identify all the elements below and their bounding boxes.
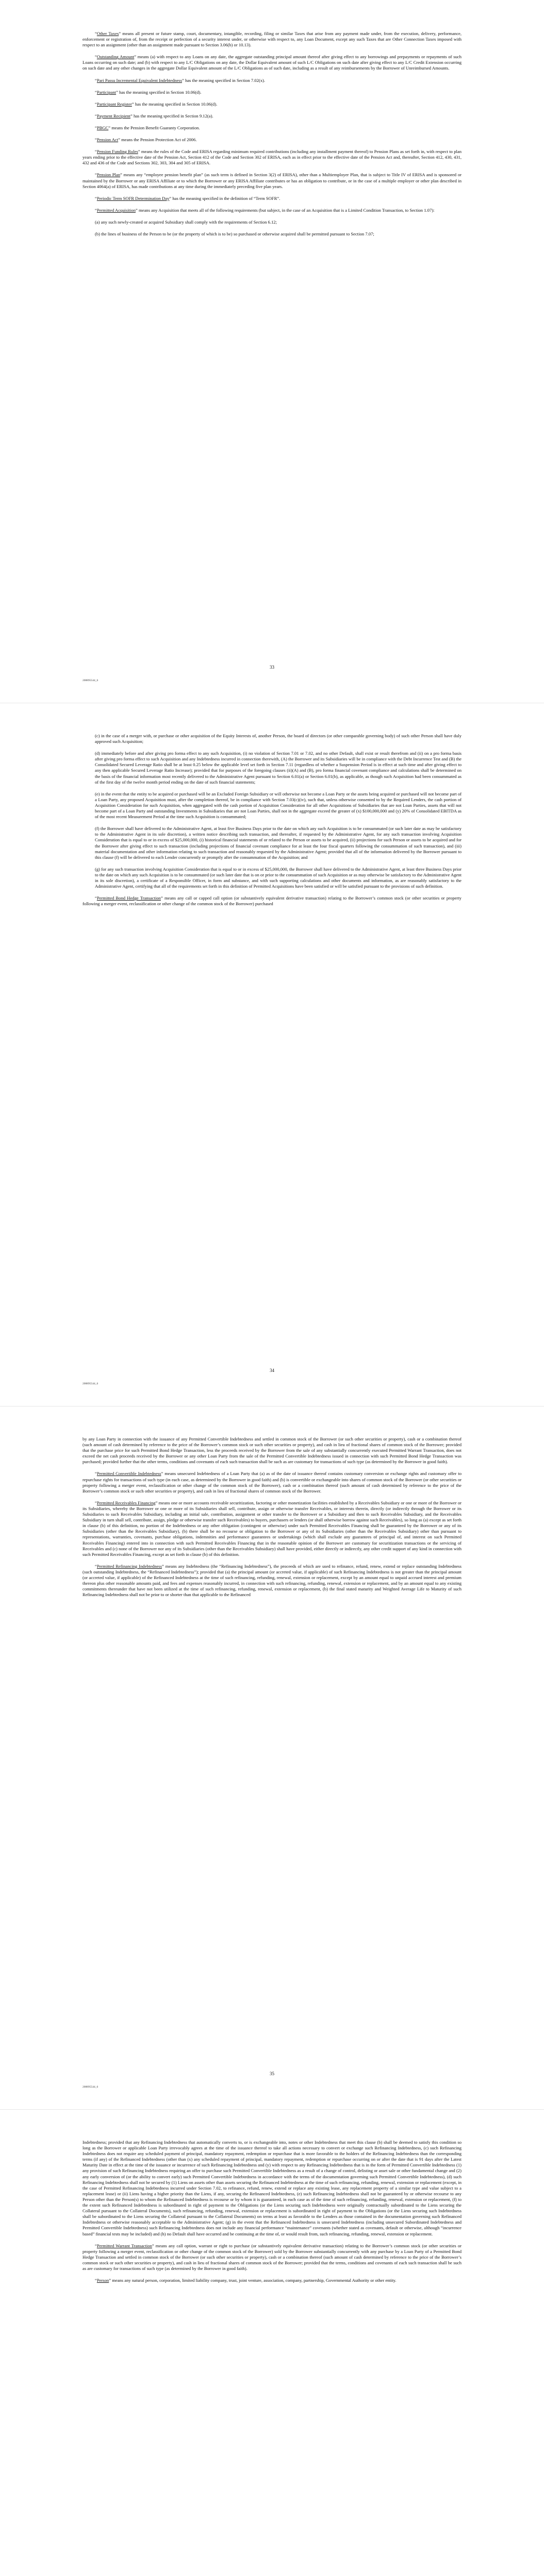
definition-paragraph: “Outstanding Amount” means (a) with respect to any Loans on any date, the aggregate outstanding principal amount thereof after giving effect to any borrowings and prepayments or repayments of such Loans occurring on such date; and (b) with respect to any L/C Obligations on any date, the Dollar Equivalent amount of such L/C Obligations on such date after giving effect to any L/C Credit Extension occurring on such date and any other changes in the aggregate Dollar Equivalent amount of the L/C Obligations as of such date, including as a result of any reimbursements by the Borrower of Unreimbursed Amounts. (83, 54, 462, 71)
paragraph-text: ” has the meaning specified in Section 7.02(x). (182, 77, 266, 83)
definition-clause (83, 219, 461, 225)
definition-paragraph: “Pension Plan” means any “employee pension benefit plan” (as such term is defined in Section 3(2) of ERISA), other than a Multiemployer Plan, that is subject to Title IV of ERISA and is sponsored or maintained by the Borrower or any ERISA Affiliate or to which the Borrower or any ERISA Affiliate contributes or has an obligation to contribute, or in the case of a multiple employer or other plan described in Section 4064(a) of ERISA, has made contributions at any time during the immediately preceding five plan years. (83, 172, 461, 189)
document-page (0, 2110, 544, 2576)
paragraph-text: ” means any natural person, corporation, limited liability company, trust, joint venture, association, company, partnership, Governmental Authority or other entity. (109, 2278, 397, 2283)
definition-paragraph: “Permitted Convertible Indebtedness” means unsecured Indebtedness of a Loan Party that (a) as of the date of issuance thereof contains customary conversion or exchange rights and customary offer to repurchase rights for transactions of such type (in each case, as determined by the Borrower in good faith) and (b) is convertible or exchangeable into shares of common stock of the Borrower (or other securities or property following a merger event, reclassification or other change of the common stock of the Borrower), cash or a combination thereof (such amount of cash determined by reference to the price of the Borrower’s common stock or such other securities or property), and cash in lieu of fractional shares of common stock of the Borrower. (83, 1471, 461, 1494)
defined-term: Permitted Warrant Transaction (96, 2243, 152, 2248)
document-page (0, 0, 544, 703)
paragraph-text: ” means (a) with respect to any Loans on any date, the aggregate outstanding principal amount thereof after giving effect to any borrowings and prepayments or repayments of such Loans occurring on such date; and (b) with respect to any L/C Obligations on any date, the Dollar Equivalent amount of such L/C Obligations on such date after giving effect to any L/C Credit Extension occurring on such date and any other changes in the aggregate Dollar Equivalent amount of the L/C Obligations as of such date, including as a result of any reimbursements by the Borrower of Unreimbursed Amounts. (83, 54, 462, 71)
paragraph-text: (d) immediately before and after giving pro forma effect to any such Acquisition, (i) no violation of Section 7.01 or 7.02, and no other Default, shall exist or result therefrom and (ii) on a pro forma basis after giving pro forma effect to such Acquisition and any Indebtedness incurred in connection therewith, (A) the Borrower and its Subsidiaries will be in compliance with the Debt Incurrence Test and (B) the Consolidated Secured Leverage Ratio shall be at least 0.25 below the applicable level set forth in Section 7.11 (regardless of whether a Suspension Period is in effect at such time and after giving effect to any then applicable Secured Leverage Ratio Increase); provided that for purposes of the foregoing clauses (ii)(A) and (B), pro forma financial covenant compliance and calculations shall be determined on the basis of the financial information most recently delivered to the Administrative Agent pursuant to Section 6.01(a) or Section 6.01(b), as applicable, as though such Acquisition had been consummated as of the first day of the twelve month period ending on the date of such financial statements; (95, 751, 461, 785)
document-page (0, 1406, 544, 2110)
page-number: 33 (270, 665, 274, 670)
document-id: 208895544_6 (83, 1382, 98, 1385)
paragraph-text: Indebtedness; provided that any Refinancing Indebtedness that automatically converts to, or is exchangeable into, notes or other Indebtedness that meet this clause (b) shall be deemed to satisfy this condition so long as the Borrower or applicable Loan Party irrevocably agrees at the time of the issuance thereof to take all actions necessary to convert or exchange such Refinancing Indebtedness, (c) such Refinancing Indebtedness does not require any scheduled payment of principal, mandatory repayment, redemption or repurchase that is more favorable to the holders of the Refinancing Indebtedness than the corresponding terms (if any) of the Refinanced Indebtedness (other than (x) any scheduled repayment of principal, mandatory repayment, redemption or repurchase occurring on or after the date that is 91 days after the Latest Maturity Date in effect at the time of the issuance or incurrence of such Refinancing Indebtedness and (y) with respect to any Refinancing Indebtedness that is in the form of Permitted Convertible Indebtedness (1) any provision of such Refinancing Indebtedness requiring an offer to purchase such Permitted Convertible Indebtedness as a result of a change of control, delisting or asset sale or other fundamental change and (2) any early conversion of (or the ability to convert early) such Permitted Convertible Indebtedness in accordance with the terms of the documentation governing such Permitted Convertible Indebtedness), (d) such Refinancing Indebtedness shall not be secured by (1) Liens on assets other than assets securing the Refinanced Indebtedness at the time of such refinancing, refunding, renewal, extension or replacement (except, in the case of Permitted Refinancing Indebtedness incurred under Section 7.02, to refinance, refund, renew, extend or replace any existing lease, any replacement property of a similar type and value subject to a replacement lease) or (ii) Liens having a higher priority than the Liens, if any, securing the Refinanced Indebtedness, (e) such Refinancing Indebtedness shall not be guaranteed by or otherwise recourse to any Person other than the Person(s) to whom the Refinanced Indebtedness is recourse or by whom it is guaranteed, in each case as of the time of such refinancing, refunding, renewal, extension or replacement, (f) to the extent such Refinanced Indebtedness is subordinated in right of payment to the Obligations (or the Liens securing such Indebtedness were originally contractually subordinated to the Liens securing the Collateral pursuant to the Collateral Documents), such refinancing, refunding, renewal, extension or replacement is subordinated in right of payment to the Obligations (or the Liens securing such Indebtedness shall be subordinated to the Liens securing the Collateral pursuant to the Collateral Documents) on terms at least as favorable to the Lenders as those contained in the documentation governing such Refinanced Indebtedness or otherwise reasonably acceptable to the Administrative Agent; (g) in the event that the Refinanced Indebtedness is unsecured Indebtedness (including unsecured Subordinated Indebtedness and Permitted Convertible Indebtedness) such Refinancing Indebtedness does not include any financial performance “maintenance” covenants (whether stated as covenants, default or otherwise, although “incurrence based” financial tests may be included) and (h) no Default shall have occurred and be continuing at the time of, or would result from, such refinancing, refunding, renewal, extension or replacement. (83, 2140, 461, 2236)
definition-clause (83, 791, 461, 820)
definition-paragraph: “Payment Recipient” has the meaning specified in Section 9.12(a). (95, 113, 213, 118)
definition-paragraph: “Permitted Receivables Financing” means one or more accounts receivable securitization, factoring or other monetization facilities established by a Receivables Subsidiary or one or more of the Borrower or its Subsidiaries, whereby the Borrower or one or more of its Subsidiaries shall sell, contribute, assign or otherwise transfer Receivables, or interests therein, directly (or indirectly through the Borrower or its Subsidiaries to such Receivables Subsidiary, including an initial sale, contribution, assignment or other transfer to the Borrower or a Subsidiary and then to such Receivables Subsidiary, and the Receivables Subsidiary in turn shall sell, contribute, assign, pledge or otherwise transfer such Receivables) to buyers, purchasers or lenders (or shall otherwise borrow against such Receivables), so long as (a) except as set forth in clause (b) of this definition, no portion of the Indebtedness or any other obligation (contingent or otherwise) under such Permitted Receivables Financing shall be guaranteed by the Borrower or any of its Subsidiaries (other than the Receivables Subsidiary), (b) there shall be no recourse or obligation to the Borrower or any of its Subsidiaries (other than the Receivables Subsidiary) other than pursuant to representations, warranties, covenants, purchase obligations, indemnities and performance guarantees or undertakings (which shall exclude any guarantees of principal of, and interest on such Permitted Receivables Financing) entered into in connection with such Permitted Receivables Financing that in the reasonable opinion of the Borrower are customary for securitization transactions or the servicing of Receivables and (c) none of the Borrower nor any of its Subsidiaries (other than the Receivables Subsidiary) shall have provided, either directly or indirectly, any other credit support of any kind in connection with such Permitted Receivables Financing, except as set forth in clause (b) of this definition. (83, 1500, 461, 1557)
definition-clause (83, 751, 461, 785)
defined-term: Participant (96, 89, 117, 95)
definition-paragraph: “Pension Act” means the Pension Protection Act of 2006. (95, 137, 197, 143)
defined-term: Person (96, 2278, 109, 2283)
document-id: 208895544_6 (83, 2086, 98, 2089)
paragraph-text: (a) any such newly-created or acquired Subsidiary shall comply with the requirements of Section 6.12; (95, 219, 277, 225)
paragraph-text: ” means all present or future stamp, court, documentary, intangible, recording, filing or similar Taxes that arise from any payment made under, from the execution, delivery, performance, enforcement or registration of, from the receipt or perfection of a security interest under, or otherwise with respect to, any Loan Document, except any such Taxes that are Other Connection Taxes imposed with respect to an assignment (other than an assignment made pursuant to Section 3.06(b) or 10.13). (83, 31, 462, 48)
defined-term: Outstanding Amount (96, 54, 135, 60)
paragraph-text: (e) in the event that the entity to be acquired or purchased will be an Excluded Foreign Subsidiary or will otherwise not become a Loan Party or the assets being acquired or purchased will not become part of a Loan Party, any proposed Acquisition must, after the completion thereof, be in compliance with Section 7.03(c)(iv), such that, unless otherwise consented to by the Required Lenders, the cash portion of Acquisition Consideration for such Acquisition, when aggregated with the cash portion of Acquisition Consideration for all other Acquisitions of Subsidiaries that are not Loan Parties, assets that will not become part of a Loan Party and outstanding Investments in Subsidiaries that are not Loan Parties, shall not in the aggregate exceed the greater of (x) $100,000,000 and (y) 20% of Consolidated EBITDA as of the most recent Measurement Period at the time such Acquisition is consummated; (95, 791, 461, 820)
paragraph-text: (f) the Borrower shall have delivered to the Administrative Agent, at least five Business Days prior to the date on which any such Acquisition is to be consummated (or such later date as may be satisfactory to the Administrative Agent in its sole discretion), a written notice describing such transaction, and thereafter, if requested by the Administrative Agent, for any such transaction involving Acquisition Consideration that is equal to or in excess of $25,000,000, (i) historical financial statements of or related to the Person or assets to be acquired, (ii) projections for such Person or assets to be acquired and for the Borrower after giving effect to such transaction (including projections of financial covenant compliance for at least the four fiscal quarters following the consummation of such transaction), and (iii) material documentation and other information relating to such transaction and reasonably requested by the Administrative Agent; provided that all of the information delivered by the Borrower pursuant to this clause (f) will be delivered to each Lender concurrently or promptly after the consummation of the Acquisition; and (95, 826, 461, 860)
defined-term: Permitted Acquisition (96, 207, 136, 213)
definition-clause (83, 733, 461, 744)
paragraph-text: ” means any Acquisition that meets all of the following requirements (but subject, in the case of an Acquisition that is a Limited Condition Transaction, to Section 1.07): (136, 207, 435, 213)
defined-term: Pari Passu Incremental Equivalent Indebtedness (96, 77, 182, 83)
definition-paragraph: “Permitted Acquisition” means any Acquisition that meets all of the following requirements (but subject, in the case of an Acquisition that is a Limited Condition Transaction, to Section 1.07): (95, 207, 435, 213)
paragraph-text: ” means one or more accounts receivable securitization, factoring or other monetization facilities established by a Receivables Subsidiary or one or more of the Borrower or its Subsidiaries, whereby the Borrower or one or more of its Subsidiaries shall sell, contribute, assign or otherwise transfer Receivables, or interests therein, directly (or indirectly through the Borrower or its Subsidiaries to such Receivables Subsidiary, including an initial sale, contribution, assignment or other transfer to the Borrower or a Subsidiary and then to such Receivables Subsidiary, and the Receivables Subsidiary in turn shall sell, contribute, assign, pledge or otherwise transfer such Receivables) to buyers, purchasers or lenders (or shall otherwise borrow against such Receivables), so long as (a) except as set forth in clause (b) of this definition, no portion of the Indebtedness or any other obligation (contingent or otherwise) under such Permitted Receivables Financing shall be guaranteed by the Borrower or any of its Subsidiaries (other than the Receivables Subsidiary), (b) there shall be no recourse or obligation to the Borrower or any of its Subsidiaries (other than the Receivables Subsidiary) other than pursuant to representations, warranties, covenants, purchase obligations, indemnities and performance guarantees or undertakings (which shall exclude any guarantees of principal of, and interest on such Permitted Receivables Financing) entered into in connection with such Permitted Receivables Financing that in the reasonable opinion of the Borrower are customary for securitization transactions or the servicing of Receivables and (c) none of the Borrower nor any of its Subsidiaries (other than the Receivables Subsidiary) shall have provided, either directly or indirectly, any other credit support of any kind in connection with such Permitted Receivables Financing, except as set forth in clause (b) of this definition. (83, 1500, 461, 1557)
definition-paragraph: “PBGC” means the Pension Benefit Guaranty Corporation. (95, 125, 200, 130)
defined-term: Payment Recipient (96, 113, 130, 118)
paragraph-text: (b) the lines of business of the Person to be (or the property of which is to be) so purchased or otherwise acquired shall be permitted pursuant to Section 7.07; (95, 231, 374, 236)
document-page (0, 703, 544, 1406)
paragraph (83, 1436, 461, 1465)
paragraph-text: ” has the meaning specified in the definition of “Term SOFR”. (169, 195, 281, 201)
definition-paragraph: “Permitted Bond Hedge Transaction” means any call or capped call option (or substantively equivalent derivative transaction) relating to the Borrower’s common stock (or other securities or property following a merger event, reclassification or other change of the common stock of the Borrower) purchased (83, 895, 461, 907)
defined-term: Pension Plan (96, 172, 121, 178)
paragraph-text: ” has the meaning specified in Section 9.12(a). (130, 113, 213, 118)
paragraph-text: (g) for any such transaction involving Acquisition Consideration that is equal to or in excess of $25,000,000, the Borrower shall have delivered to the Administrative Agent, at least three Business Days prior to the date on which any such Acquisition is to be consummated (or such later date that is on or prior to the consummation of such Acquisition or as may otherwise be satisfactory to the Administrative Agent in its sole discretion), a certificate of a Responsible Officer, in form and substance, and with such supporting calculations and other documents and information, as are reasonably satisfactory to the Administrative Agent, certifying that all of the requirements set forth in this definition of Permitted Acquisitions have been satisfied or will be satisfied pursuant to the provisions of such definition. (95, 866, 461, 889)
paragraph-text: ” means any Indebtedness (the “Refinancing Indebtedness”), the proceeds of which are used to refinance, refund, renew, extend or replace outstanding Indebtedness (such outstanding Indebtedness, the “Refinanced Indebtedness”); provided that (a) the principal amount (or accreted value, if applicable) of such Refinancing Indebtedness is not greater than the principal amount (or accreted value, if applicable) of the Refinanced Indebtedness at the time of such refinancing, refunding, renewal, extension or replacement, except by an amount equal to unpaid accrued interest and premium thereon plus other reasonable amounts paid, and fees and expenses reasonably incurred, in connection with such refinancing, refunding, renewal, extension or replacement, and by an amount equal to any existing commitments thereunder that have not been utilized at the time of such refinancing, refunding, renewal, extension or replacement, (b) the final stated maturity and Weighted Average Life to Maturity of such Refinancing Indebtedness shall not be prior to or shorter than that applicable to the Refinanced (83, 1563, 461, 1598)
paragraph-text: ” means any call or capped call option (or substantively equivalent derivative transaction) relating to the Borrower’s common stock (or other securities or property following a merger event, reclassification or other change of the common stock of the Borrower) purchased (83, 895, 461, 907)
defined-term: Permitted Bond Hedge Transaction (96, 895, 161, 901)
definition-paragraph: “Permitted Refinancing Indebtedness” means any Indebtedness (the “Refinancing Indebtedness”), the proceeds of which are used to refinance, refund, renew, extend or replace outstanding Indebtedness (such outstanding Indebtedness, the “Refinanced Indebtedness”); provided that (a) the principal amount (or accreted value, if applicable) of such Refinancing Indebtedness is not greater than the principal amount (or accreted value, if applicable) of the Refinanced Indebtedness at the time of such refinancing, refunding, renewal, extension or replacement, except by an amount equal to unpaid accrued interest and premium thereon plus other reasonable amounts paid, and fees and expenses reasonably incurred, in connection with such refinancing, refunding, renewal, extension or replacement, and by an amount equal to any existing commitments thereunder that have not been utilized at the time of such refinancing, refunding, renewal, extension or replacement, (b) the final stated maturity and Weighted Average Life to Maturity of such Refinancing Indebtedness shall not be prior to or shorter than that applicable to the Refinanced (83, 1563, 461, 1598)
paragraph-text: ” means any “employee pension benefit plan” (as such term is defined in Section 3(2) of ERISA), other than a Multiemployer Plan, that is subject to Title IV of ERISA and is sponsored or maintained by the Borrower or any ERISA Affiliate or to which the Borrower or any ERISA Affiliate contributes or has an obligation to contribute, or in the case of a multiple employer or other plan described in Section 4064(a) of ERISA, has made contributions at any time during the immediately preceding five plan years. (83, 172, 461, 189)
defined-term: Permitted Refinancing Indebtedness (96, 1563, 162, 1569)
definition-clause (83, 231, 461, 237)
paragraph-text: ” means any call option, warrant or right to purchase (or substantively equivalent derivative transaction) relating to the Borrower’s common stock (or other securities or property following a merger event, reclassification or other change of the common stock of the Borrower) sold by the Borrower substantially concurrently with any purchase by a Loan Party of a Permitted Bond Hedge Transaction and settled in common stock of the Borrower (or such other securities or property), cash or a combination thereof (such amount of cash determined by reference to the price of the Borrower’s common stock or such other securities or property), and cash in lieu of fractional shares of common stock of the Borrower; provided that the terms, conditions and covenants of each such transaction shall be such as are customary for transactions of such type (as determined by the Borrower in good faith). (83, 2243, 461, 2271)
paragraph-text: ” has the meaning specified in Section 10.06(d). (116, 89, 202, 95)
page-body (83, 31, 461, 243)
page-number: 34 (270, 1368, 274, 1373)
defined-term: Permitted Receivables Financing (96, 1500, 156, 1505)
paragraph-text: ” has the meaning specified in Section 10.06(d). (131, 101, 218, 107)
definition-clause (83, 826, 461, 860)
definition-paragraph: “Periodic Term SOFR Determination Day” has the meaning specified in the definition of “Term SOFR”. (95, 195, 281, 201)
document-id: 208895544_6 (83, 679, 98, 682)
definition-clause (83, 867, 461, 889)
paragraph-text: ” means unsecured Indebtedness of a Loan Party that (a) as of the date of issuance thereof contains customary conversion or exchange rights and customary offer to repurchase rights for transactions of such type (in each case, as determined by the Borrower in good faith) and (b) is convertible or exchangeable into shares of common stock of the Borrower (or other securities or property following a merger event, reclassification or other change of the common stock of the Borrower), cash or a combination thereof (such amount of cash determined by reference to the price of the Borrower’s common stock or such other securities or property), and cash in lieu of fractional shares of common stock of the Borrower. (83, 1471, 461, 1494)
defined-term: Participant Register (96, 101, 132, 107)
paragraph-text: ” means the Pension Benefit Guaranty Corporation. (108, 125, 200, 130)
defined-term: Periodic Term SOFR Determination Day (96, 195, 170, 201)
paragraph-text: ” means the rules of the Code and ERISA regarding minimum required contributions (including any installment payment thereof) to Pension Plans as set forth in, with respect to plan years ending prior to the effective date of the Pension Act, Section 412 of the Code and Section 302 of ERISA, each as in effect prior to the effective date of the Pension Act and, thereafter, Section 412, 430, 431, 432 and 436 of the Code and Sections 302, 303, 304 and 305 of ERISA. (83, 149, 461, 166)
paragraph-text: by any Loan Party in connection with the issuance of any Permitted Convertible Indebtedness and settled in common stock of the Borrower (or such other securities or property), cash or a combination thereof (such amount of cash determined by reference to the price of the Borrower’s common stock or such other securities or property), and cash in lieu of fractional shares of common stock of the Borrower; provided that the purchase price for such Permitted Bond Hedge Transaction, less the proceeds received by the Borrower from the sale of any substantially concurrently executed Permitted Warrant Transaction, does not exceed the net cash proceeds received by the Borrower or any other Loan Party from the sale of the Permitted Convertible Indebtedness issued in connection with such Permitted Bond Hedge Transaction was purchased; provided further that the other terms, conditions and covenants of each such transaction shall be such as are customary for transactions of such type (as determined by the Borrower in good faith). (83, 1436, 461, 1465)
definition-paragraph: “Pari Passu Incremental Equivalent Indebtedness” has the meaning specified in Section 7.02(x). (95, 77, 266, 83)
defined-term: PBGC (96, 125, 109, 130)
page-body (83, 2140, 461, 2290)
definition-paragraph: “Person” means any natural person, corporation, limited liability company, trust, joint venture, association, company, partnership, Governmental Authority or other entity. (95, 2278, 397, 2283)
defined-term: Pension Act (96, 137, 119, 143)
page-body (83, 733, 461, 913)
definition-paragraph: “Participant Register” has the meaning specified in Section 10.06(d). (95, 101, 218, 107)
paragraph-text: (c) in the case of a merger with, or purchase or other acquisition of the Equity Interests of, another Person, the board of directors (or other comparable governing body) of such other Person shall have duly approved such Acquisition; (95, 733, 461, 744)
definition-paragraph: “Permitted Warrant Transaction” means any call option, warrant or right to purchase (or substantively equivalent derivative transaction) relating to the Borrower’s common stock (or other securities or property following a merger event, reclassification or other change of the common stock of the Borrower) sold by the Borrower substantially concurrently with any purchase by a Loan Party of a Permitted Bond Hedge Transaction and settled in common stock of the Borrower (or such other securities or property), cash or a combination thereof (such amount of cash determined by reference to the price of the Borrower’s common stock or such other securities or property), and cash in lieu of fractional shares of common stock of the Borrower; provided that the terms, conditions and covenants of each such transaction shall be such as are customary for transactions of such type (as determined by the Borrower in good faith). (83, 2243, 461, 2271)
paragraph (83, 2140, 461, 2237)
defined-term: Pension Funding Rules (96, 149, 138, 155)
defined-term: Other Taxes (96, 31, 119, 36)
page-number: 35 (270, 2071, 274, 2076)
paragraph-text: ” means the Pension Protection Act of 2006. (118, 137, 197, 143)
defined-term: Permitted Convertible Indebtedness (96, 1471, 161, 1477)
page-body (83, 1436, 461, 1604)
definition-paragraph: “Other Taxes” means all present or future stamp, court, documentary, intangible, recording, filing or similar Taxes that arise from any payment made under, from the execution, delivery, performance, enforcement or registration of, from the receipt or perfection of a security interest under, or otherwise with respect to, any Loan Document, except any such Taxes that are Other Connection Taxes imposed with respect to an assignment (other than an assignment made pursuant to Section 3.06(b) or 10.13). (83, 31, 462, 48)
definition-paragraph: “Pension Funding Rules” means the rules of the Code and ERISA regarding minimum required contributions (including any installment payment thereof) to Pension Plans as set forth in, with respect to plan years ending prior to the effective date of the Pension Act, Section 412 of the Code and Section 302 of ERISA, each as in effect prior to the effective date of the Pension Act and, thereafter, Section 412, 430, 431, 432 and 436 of the Code and Sections 302, 303, 304 and 305 of ERISA. (83, 149, 461, 166)
definition-paragraph: “Participant” has the meaning specified in Section 10.06(d). (95, 89, 202, 95)
